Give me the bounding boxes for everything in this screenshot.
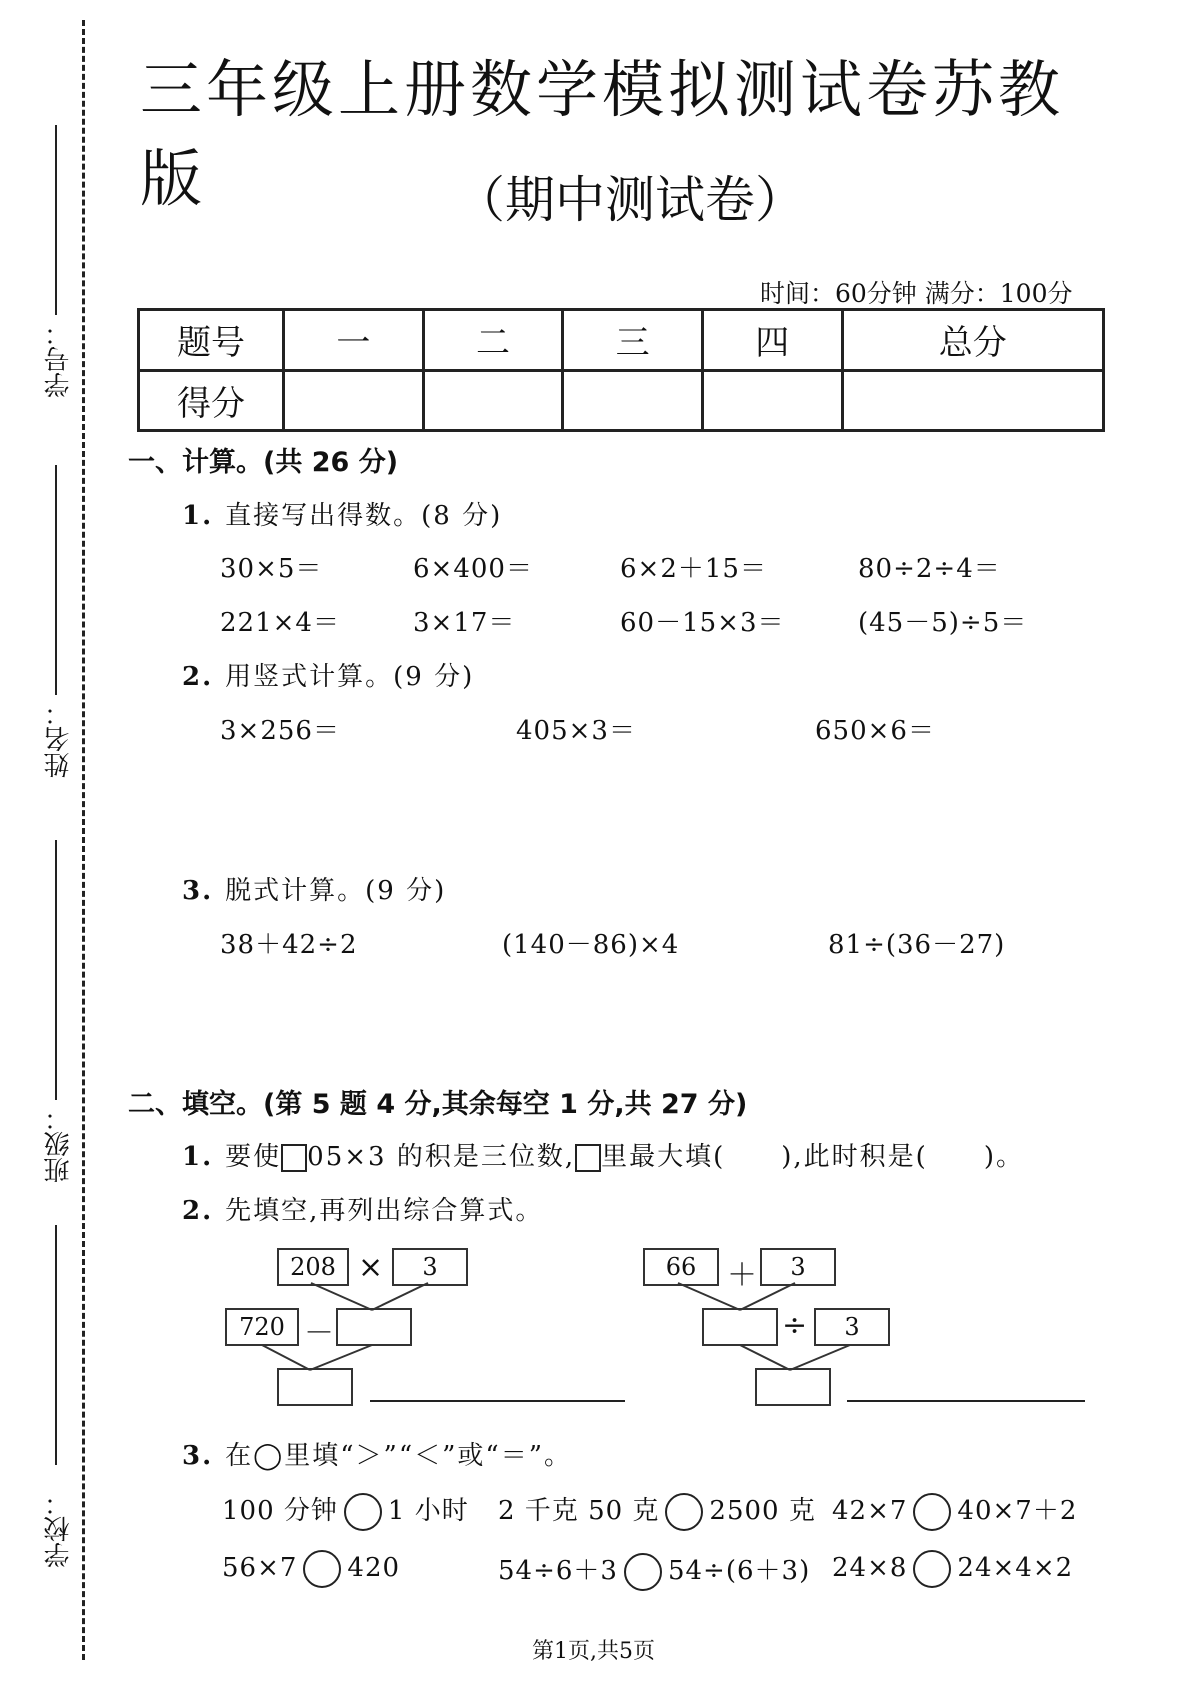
answer-line[interactable] bbox=[370, 1400, 625, 1402]
section2-title: 二、填空。(第 5 题 4 分,其余每空 1 分,共 27 分) bbox=[128, 1089, 748, 1120]
question-text: 要使 bbox=[225, 1142, 282, 1172]
operator: ＋ bbox=[727, 1258, 757, 1293]
diagram-box: 720 bbox=[225, 1308, 299, 1346]
question-number: 2. bbox=[182, 662, 214, 692]
question-number: 3. bbox=[182, 1441, 214, 1471]
compare-right: 54÷(6＋3) bbox=[667, 1556, 811, 1586]
question-text: 用竖式计算。(9 分) bbox=[225, 662, 475, 692]
diagram-box: 3 bbox=[760, 1248, 836, 1286]
expression: 38＋42÷2 bbox=[220, 930, 358, 960]
table-cell: 得分 bbox=[139, 370, 284, 431]
operator: － bbox=[304, 1316, 334, 1351]
answer-box[interactable] bbox=[277, 1368, 353, 1406]
question-number: 3. bbox=[182, 876, 214, 906]
expression: 6×2＋15＝ bbox=[620, 554, 767, 584]
compare-circle[interactable] bbox=[665, 1493, 703, 1531]
expression: 81÷(36－27) bbox=[828, 930, 1006, 960]
compare-circle[interactable] bbox=[913, 1493, 951, 1531]
compare-item bbox=[832, 1550, 1073, 1588]
answer-line[interactable] bbox=[847, 1400, 1085, 1402]
compare-left: 56×7 bbox=[222, 1553, 298, 1583]
expression: 6×400＝ bbox=[413, 554, 533, 584]
question-number: 1. bbox=[182, 501, 214, 531]
page-subtitle: （期中测试卷） bbox=[455, 171, 805, 229]
compare-item bbox=[832, 1490, 1077, 1531]
expression: 80÷2÷4＝ bbox=[858, 554, 1001, 584]
name-label: 姓名： bbox=[44, 700, 74, 778]
operator: × bbox=[358, 1250, 384, 1285]
table-cell: 总分 bbox=[842, 310, 1103, 371]
compare-circle[interactable] bbox=[913, 1550, 951, 1588]
compare-circle[interactable] bbox=[344, 1493, 382, 1531]
student-id-label: 学号： bbox=[44, 320, 74, 398]
compare-left: 100 分钟 bbox=[222, 1496, 338, 1526]
expression: (45－5)÷5＝ bbox=[858, 608, 1028, 638]
compare-left: 54÷6＋3 bbox=[498, 1556, 618, 1586]
expression: 60－15×3＝ bbox=[620, 608, 785, 638]
compare-item bbox=[498, 1550, 810, 1591]
class-label: 班级： bbox=[44, 1105, 74, 1183]
compare-right: 420 bbox=[347, 1553, 401, 1583]
table-cell: 一 bbox=[284, 310, 424, 371]
question-text: 脱式计算。(9 分) bbox=[225, 876, 447, 906]
section1-title: 一、计算。(共 26 分) bbox=[128, 447, 399, 478]
compare-right: 40×7＋2 bbox=[957, 1496, 1078, 1526]
expression: 221×4＝ bbox=[220, 608, 340, 638]
table-cell: 三 bbox=[563, 310, 703, 371]
school-label: 学校： bbox=[44, 1490, 74, 1568]
diagram-box: 208 bbox=[277, 1248, 349, 1286]
compare-right: 2500 克 bbox=[709, 1496, 816, 1526]
compare-right: 1 小时 bbox=[387, 1496, 469, 1526]
expression: (140－86)×4 bbox=[502, 930, 680, 960]
compare-left: 42×7 bbox=[832, 1496, 908, 1526]
expression: 30×5＝ bbox=[220, 554, 323, 584]
question-text: 在◯里填“＞”“＜”或“＝”。 bbox=[225, 1441, 573, 1471]
compare-left: 24×8 bbox=[832, 1553, 908, 1583]
exam-meta: 时间：60分钟 满分：100分 bbox=[760, 279, 1073, 308]
compare-circle[interactable] bbox=[624, 1553, 662, 1591]
table-cell: 题号 bbox=[139, 310, 284, 371]
compare-left: 2 千克 50 克 bbox=[498, 1496, 660, 1526]
expression: 650×6＝ bbox=[815, 716, 935, 746]
page-footer: 第1页,共5页 bbox=[532, 1639, 655, 1664]
expression: 3×17＝ bbox=[413, 608, 516, 638]
s2-q3 bbox=[182, 1435, 572, 1472]
answer-box[interactable] bbox=[755, 1368, 831, 1406]
diagram-box: 66 bbox=[643, 1248, 719, 1286]
compare-right: 24×4×2 bbox=[957, 1553, 1074, 1583]
question-text: 先填空,再列出综合算式。 bbox=[225, 1196, 544, 1226]
diagram-box: 3 bbox=[814, 1308, 890, 1346]
answer-box[interactable] bbox=[336, 1308, 412, 1346]
question-text: 05×3 的积是三位数, bbox=[307, 1142, 576, 1172]
question-text: 里最大填( ),此时积是( )。 bbox=[601, 1142, 1024, 1172]
compare-item bbox=[222, 1490, 469, 1531]
table-cell: 四 bbox=[702, 310, 842, 371]
expression: 405×3＝ bbox=[516, 716, 636, 746]
question-text: 直接写出得数。(8 分) bbox=[225, 501, 503, 531]
expression: 3×256＝ bbox=[220, 716, 340, 746]
answer-box[interactable] bbox=[702, 1308, 778, 1346]
table-cell: 二 bbox=[423, 310, 563, 371]
compare-item bbox=[498, 1490, 816, 1531]
question-number: 2. bbox=[182, 1196, 214, 1226]
compare-item bbox=[222, 1550, 400, 1588]
compare-circle[interactable] bbox=[303, 1550, 341, 1588]
diagram-box: 3 bbox=[392, 1248, 468, 1286]
operator: ÷ bbox=[782, 1308, 808, 1343]
question-number: 1. bbox=[182, 1142, 214, 1172]
page-title: 三年级上册数学模拟测试卷苏教版 bbox=[140, 53, 1065, 215]
